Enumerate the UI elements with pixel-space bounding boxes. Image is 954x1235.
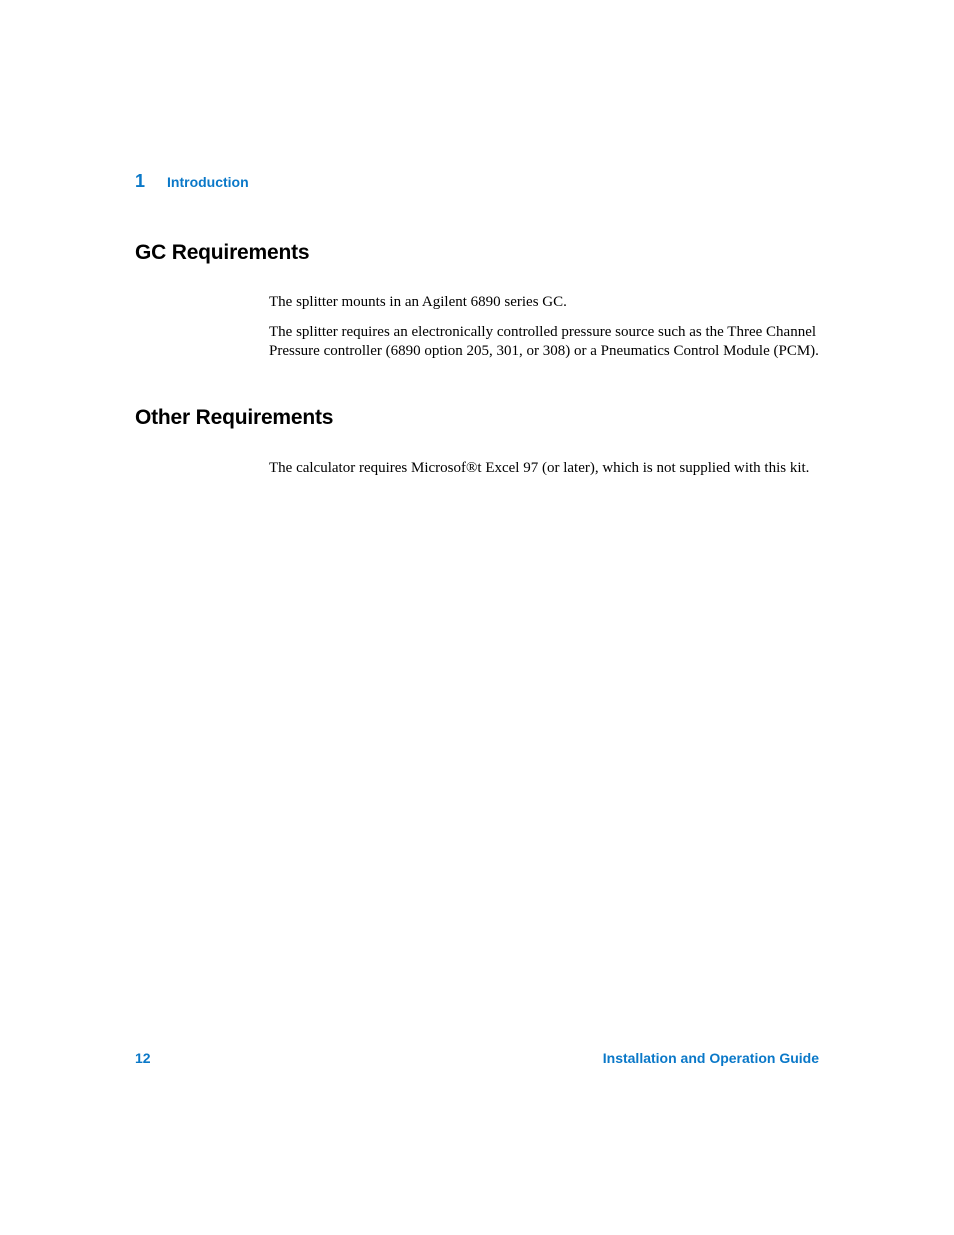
section-heading-other-requirements: Other Requirements	[135, 406, 334, 429]
section-heading-gc-requirements: GC Requirements	[135, 241, 310, 264]
footer-page-number: 12	[135, 1050, 151, 1066]
paragraph: The splitter requires an electronically controlled pressure source such as the Three Channel Pressure controller (6890 option 205, 301, or 308) or a Pneumatics Control Module (PCM).	[269, 324, 819, 359]
footer-guide-title: Installation and Operation Guide	[602, 1050, 819, 1066]
chapter-title: Introduction	[167, 174, 249, 190]
chapter-number: 1	[135, 171, 146, 191]
running-header	[135, 171, 249, 192]
paragraph: The splitter mounts in an Agilent 6890 series GC.	[269, 294, 567, 310]
paragraph: The calculator requires Microsof®t Excel 97 (or later), which is not supplied with this kit.	[269, 460, 810, 476]
